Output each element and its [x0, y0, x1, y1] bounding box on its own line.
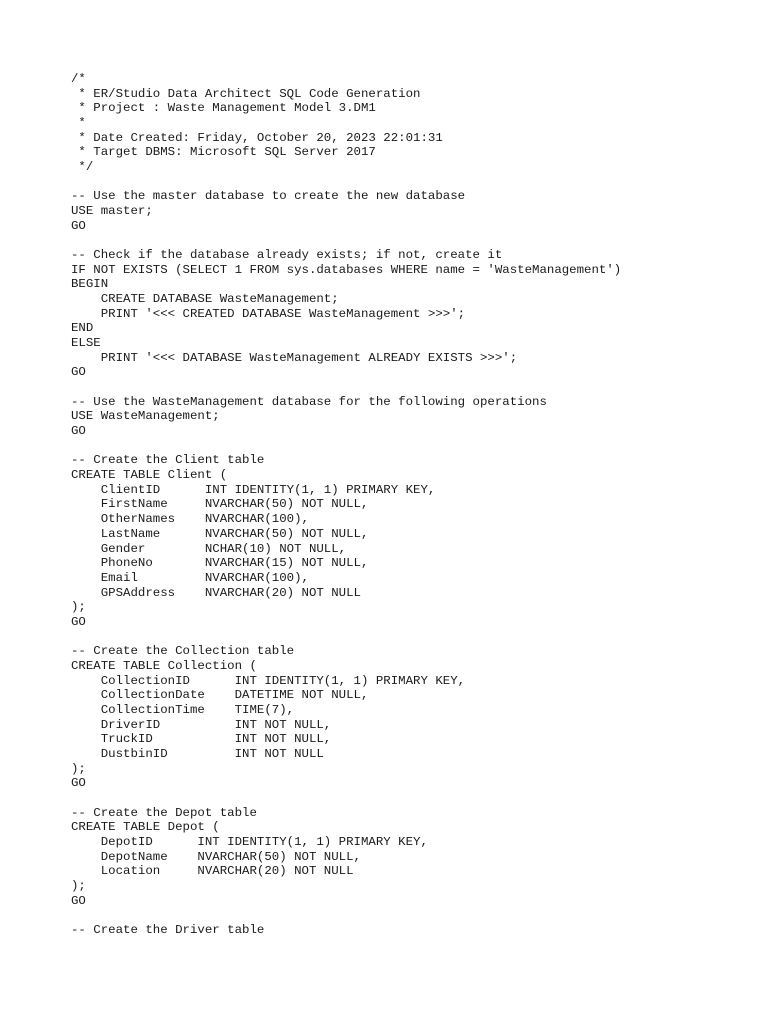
- code-line: * Date Created: Friday, October 20, 2023 22:01:31: [71, 130, 443, 145]
- code-line: DriverID INT NOT NULL,: [71, 717, 332, 732]
- code-line: [71, 175, 621, 190]
- code-line: OtherNames NVARCHAR(100),: [71, 512, 309, 527]
- code-line: );: [71, 761, 86, 776]
- code-line: DepotID INT IDENTITY(1, 1) PRIMARY KEY,: [71, 834, 428, 849]
- code-line: /*: [71, 72, 86, 86]
- code-line: BEGIN: [71, 277, 109, 292]
- code-line: -- Check if the database already exists; if not, create it: [71, 248, 503, 263]
- code-line: );: [71, 878, 86, 893]
- code-line: GO: [71, 218, 86, 233]
- code-line: GO: [71, 365, 86, 380]
- code-line: */: [71, 160, 94, 175]
- code-line: [71, 630, 621, 645]
- code-line: CREATE TABLE Client (: [71, 468, 228, 483]
- code-line: -- Create the Depot table: [71, 805, 257, 820]
- code-line: Email NVARCHAR(100),: [71, 570, 309, 585]
- code-line: *: [71, 116, 86, 131]
- code-line: CREATE DATABASE WasteManagement;: [71, 292, 339, 307]
- code-line: PRINT '<<< DATABASE WasteManagement ALREADY EXISTS >>>';: [71, 350, 518, 365]
- code-line: TruckID INT NOT NULL,: [71, 732, 332, 747]
- code-line: [71, 380, 621, 395]
- code-line: ELSE: [71, 336, 101, 351]
- code-line: END: [71, 321, 94, 336]
- code-line: ClientID INT IDENTITY(1, 1) PRIMARY KEY,: [71, 482, 436, 497]
- code-line: GO: [71, 893, 86, 908]
- code-line: GO: [71, 424, 86, 439]
- code-line: DepotName NVARCHAR(50) NOT NULL,: [71, 849, 361, 864]
- code-line: Gender NCHAR(10) NOT NULL,: [71, 541, 347, 556]
- code-line: CREATE TABLE Depot (: [71, 820, 220, 835]
- code-line: CollectionID INT IDENTITY(1, 1) PRIMARY KEY,: [71, 673, 466, 688]
- code-line: * Project : Waste Management Model 3.DM1: [71, 101, 376, 116]
- code-line: PRINT '<<< CREATED DATABASE WasteManagement >>>';: [71, 306, 466, 321]
- code-line: IF NOT EXISTS (SELECT 1 FROM sys.databases WHERE name = 'WasteManagement'): [71, 262, 622, 277]
- code-line: CREATE TABLE Collection (: [71, 658, 257, 673]
- code-line: CollectionTime TIME(7),: [71, 702, 295, 717]
- code-line: [71, 439, 621, 454]
- code-line: );: [71, 600, 86, 615]
- code-line: GO: [71, 776, 86, 791]
- code-line: * ER/Studio Data Architect SQL Code Generation: [71, 86, 421, 101]
- code-line: -- Use the WasteManagement database for the following operations: [71, 394, 547, 409]
- code-line: [71, 233, 621, 248]
- code-line: -- Use the master database to create the new database: [71, 189, 466, 204]
- code-line: CollectionDate DATETIME NOT NULL,: [71, 688, 369, 703]
- code-line: [71, 791, 621, 806]
- code-line: GPSAddress NVARCHAR(20) NOT NULL: [71, 585, 361, 600]
- code-line: -- Create the Collection table: [71, 644, 295, 659]
- code-line: -- Create the Client table: [71, 453, 265, 468]
- code-line: -- Create the Driver table: [71, 922, 265, 937]
- code-line: DustbinID INT NOT NULL: [71, 746, 324, 761]
- code-line: PhoneNo NVARCHAR(15) NOT NULL,: [71, 556, 369, 571]
- sql-code-listing: [71, 72, 621, 938]
- code-line: Location NVARCHAR(20) NOT NULL: [71, 864, 354, 879]
- code-line: LastName NVARCHAR(50) NOT NULL,: [71, 526, 369, 541]
- code-line: [71, 908, 621, 923]
- code-line: GO: [71, 614, 86, 629]
- code-line: USE master;: [71, 204, 153, 219]
- code-line: USE WasteManagement;: [71, 409, 220, 424]
- code-line: FirstName NVARCHAR(50) NOT NULL,: [71, 497, 369, 512]
- code-line: * Target DBMS: Microsoft SQL Server 2017: [71, 145, 376, 160]
